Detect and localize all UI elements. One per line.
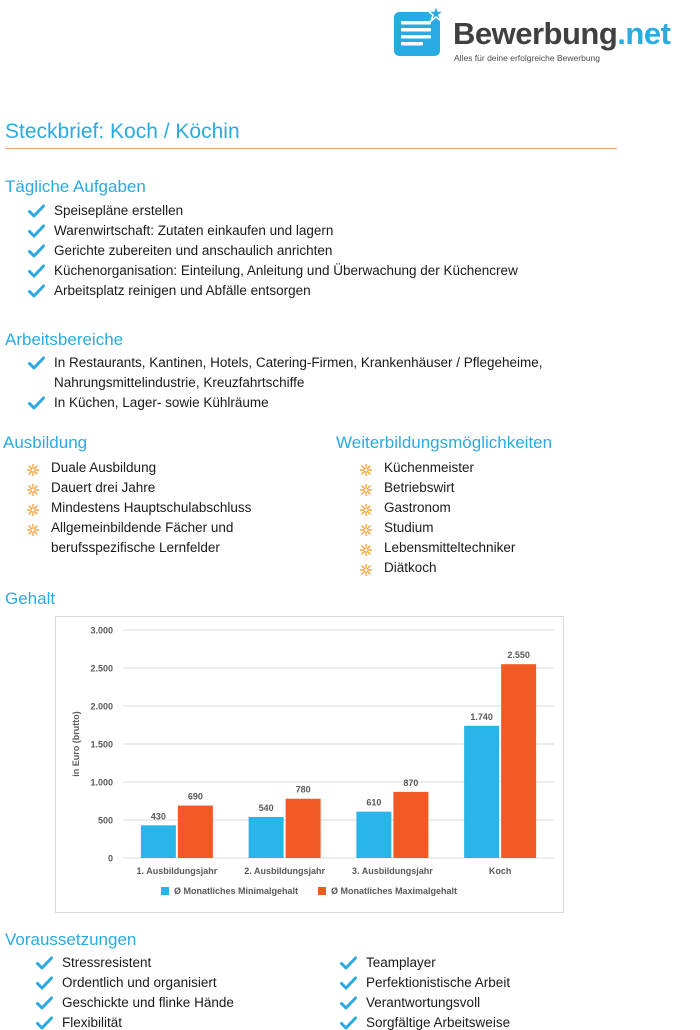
checkmark-icon xyxy=(28,356,45,370)
list-item xyxy=(27,518,267,558)
logo-name-part2: .net xyxy=(617,16,671,51)
y-tick-label: 1.000 xyxy=(90,777,113,788)
list-item-text: Perfektionistische Arbeit xyxy=(366,975,511,990)
sun-icon xyxy=(360,482,372,494)
salary-chart xyxy=(55,616,564,913)
list-item-text: Warenwirtschaft: Zutaten einkaufen und lagern xyxy=(54,223,334,238)
checkmark-icon xyxy=(340,996,357,1010)
salary-chart-canvas xyxy=(56,617,565,914)
list-item xyxy=(340,993,510,1013)
y-tick-label: 0 xyxy=(107,853,113,864)
list-item xyxy=(360,458,515,478)
list-item-text: Arbeitsplatz reinigen und Abfälle entsorgen xyxy=(54,283,311,298)
legend-label: Ø Monatliches Maximalgehalt xyxy=(331,886,458,896)
list-item xyxy=(27,498,267,518)
x-tick-label: 2. Ausbildungsjahr xyxy=(244,866,325,876)
legend-swatch xyxy=(318,887,326,895)
section-heading-ausbildung: Ausbildung xyxy=(3,433,88,452)
list-item-text: Allgemeinbildende Fächer und berufsspezifische Lernfelder xyxy=(51,520,234,555)
data-label: 610 xyxy=(366,797,382,808)
y-tick-label: 500 xyxy=(97,815,113,826)
list-item xyxy=(27,478,267,498)
list-item-text: Betriebswirt xyxy=(384,480,455,495)
logo-wordmark xyxy=(453,16,670,52)
list-item-text: Teamplayer xyxy=(366,955,436,970)
logo-tagline: Alles für deine erfolgreiche Bewerbung xyxy=(454,53,601,63)
list-item-text: Küchenmeister xyxy=(384,460,475,475)
list-item xyxy=(36,953,234,973)
list-item xyxy=(28,261,518,281)
y-tick-label: 3.000 xyxy=(90,625,113,636)
title-divider xyxy=(5,148,617,149)
checkmark-icon xyxy=(28,284,45,298)
list-item-text: Diätkoch xyxy=(384,560,437,575)
sun-icon xyxy=(27,502,39,514)
x-tick-label: 1. Ausbildungsjahr xyxy=(136,866,218,876)
data-label: 430 xyxy=(150,811,166,822)
checkmark-icon xyxy=(28,224,45,238)
list-item-text: Gerichte zubereiten und anschaulich anrichten xyxy=(54,243,333,258)
bar-max xyxy=(286,799,321,858)
list-item xyxy=(340,953,510,973)
sun-icon xyxy=(360,522,372,534)
legend-label: Ø Monatliches Minimalgehalt xyxy=(174,886,299,896)
list-item xyxy=(360,558,515,578)
list-item xyxy=(36,993,234,1013)
list-item xyxy=(360,478,515,498)
checkmark-icon xyxy=(28,244,45,258)
list-item-text: Speisepläne erstellen xyxy=(54,203,184,218)
data-label: 540 xyxy=(258,802,274,813)
list-item xyxy=(28,201,518,221)
list-item-text: Stressresistent xyxy=(62,955,152,970)
list-item xyxy=(27,458,267,478)
data-label: 780 xyxy=(295,784,311,795)
list-item-text: Studium xyxy=(384,520,434,535)
x-tick-label: 3. Ausbildungsjahr xyxy=(352,866,433,876)
checkmark-icon xyxy=(340,1016,357,1030)
list-ausbildung xyxy=(27,458,267,558)
section-heading-voraussetzungen: Voraussetzungen xyxy=(5,930,137,949)
bar-max xyxy=(393,792,428,858)
list-item-text: Küchenorganisation: Einteilung, Anleitung und Überwachung der Küchencrew xyxy=(54,263,518,278)
list-item-text: Duale Ausbildung xyxy=(51,460,157,475)
legend-swatch xyxy=(161,887,169,895)
data-label: 1.740 xyxy=(470,711,493,722)
list-item-text: Mindestens Hauptschulabschluss xyxy=(51,500,252,515)
checkmark-icon xyxy=(36,976,53,990)
y-tick-label: 2.000 xyxy=(90,701,113,712)
list-item-text: Lebensmitteltechniker xyxy=(384,540,516,555)
bar-max xyxy=(501,664,536,858)
sun-icon xyxy=(27,522,39,534)
list-item-text: Gastronom xyxy=(384,500,451,515)
bar-max xyxy=(178,806,213,858)
section-heading-gehalt: Gehalt xyxy=(5,589,56,608)
list-voraussetzungen-left xyxy=(36,953,234,1030)
list-item xyxy=(28,353,548,393)
list-item-text: Flexibilität xyxy=(62,1015,123,1030)
sun-icon xyxy=(27,462,39,474)
checkmark-icon xyxy=(340,976,357,990)
x-tick-label: Koch xyxy=(488,866,512,876)
list-item xyxy=(28,241,518,261)
list-item xyxy=(28,393,548,413)
sun-icon xyxy=(27,482,39,494)
list-item-text: Sorgfältige Arbeitsweise xyxy=(366,1015,511,1030)
bar-min xyxy=(356,812,391,858)
section-heading-arbeitsbereiche: Arbeitsbereiche xyxy=(5,330,124,349)
y-tick-label: 2.500 xyxy=(90,663,113,674)
y-tick-label: 1.500 xyxy=(90,739,113,750)
checkmark-icon xyxy=(28,264,45,278)
checkmark-icon xyxy=(28,204,45,218)
section-heading-taegliche-aufgaben: Tägliche Aufgaben xyxy=(5,177,146,196)
list-item-text: Ordentlich und organisiert xyxy=(62,975,217,990)
sun-icon xyxy=(360,562,372,574)
bar-min xyxy=(464,726,499,858)
data-label: 690 xyxy=(187,791,203,802)
list-arbeitsbereiche xyxy=(28,353,548,413)
data-label: 2.550 xyxy=(507,650,530,661)
list-voraussetzungen-right xyxy=(340,953,510,1030)
list-item-text: Verantwortungsvoll xyxy=(366,995,481,1010)
checkmark-icon xyxy=(28,396,45,410)
bar-min xyxy=(249,817,284,858)
sun-icon xyxy=(360,542,372,554)
list-item xyxy=(360,498,515,518)
list-item xyxy=(36,1013,234,1030)
logo xyxy=(393,4,698,66)
list-item xyxy=(28,281,518,301)
list-item xyxy=(36,973,234,993)
checkmark-icon xyxy=(36,996,53,1010)
list-item-text: In Restaurants, Kantinen, Hotels, Catering-Firmen, Krankenhäuser / Pflegeheime, Nahrungsmittelindustrie, Kreuzfahrtschiffe xyxy=(54,355,543,390)
list-item xyxy=(28,221,518,241)
document-star-icon xyxy=(393,4,449,60)
checkmark-icon xyxy=(36,956,53,970)
list-weiterbildung xyxy=(360,458,515,578)
list-item xyxy=(340,973,510,993)
logo-name-part1: Bewerbung xyxy=(453,16,618,51)
list-item xyxy=(340,1013,510,1030)
data-label: 870 xyxy=(403,777,419,788)
section-heading-weiterbildung: Weiterbildungsmöglichkeiten xyxy=(336,433,553,452)
sun-icon xyxy=(360,462,372,474)
list-item-text: Geschickte und flinke Hände xyxy=(62,995,234,1010)
list-item-text: In Küchen, Lager- sowie Kühlräume xyxy=(54,395,269,410)
list-item-text: Dauert drei Jahre xyxy=(51,480,156,495)
bar-min xyxy=(141,825,176,858)
list-taegliche-aufgaben xyxy=(28,201,518,301)
list-item xyxy=(360,518,515,538)
list-item xyxy=(360,538,515,558)
checkmark-icon xyxy=(340,956,357,970)
document-title: Steckbrief: Koch / Köchin xyxy=(5,120,240,143)
sun-icon xyxy=(360,502,372,514)
checkmark-icon xyxy=(36,1016,53,1030)
y-axis-label: in Euro (brutto) xyxy=(71,711,81,777)
